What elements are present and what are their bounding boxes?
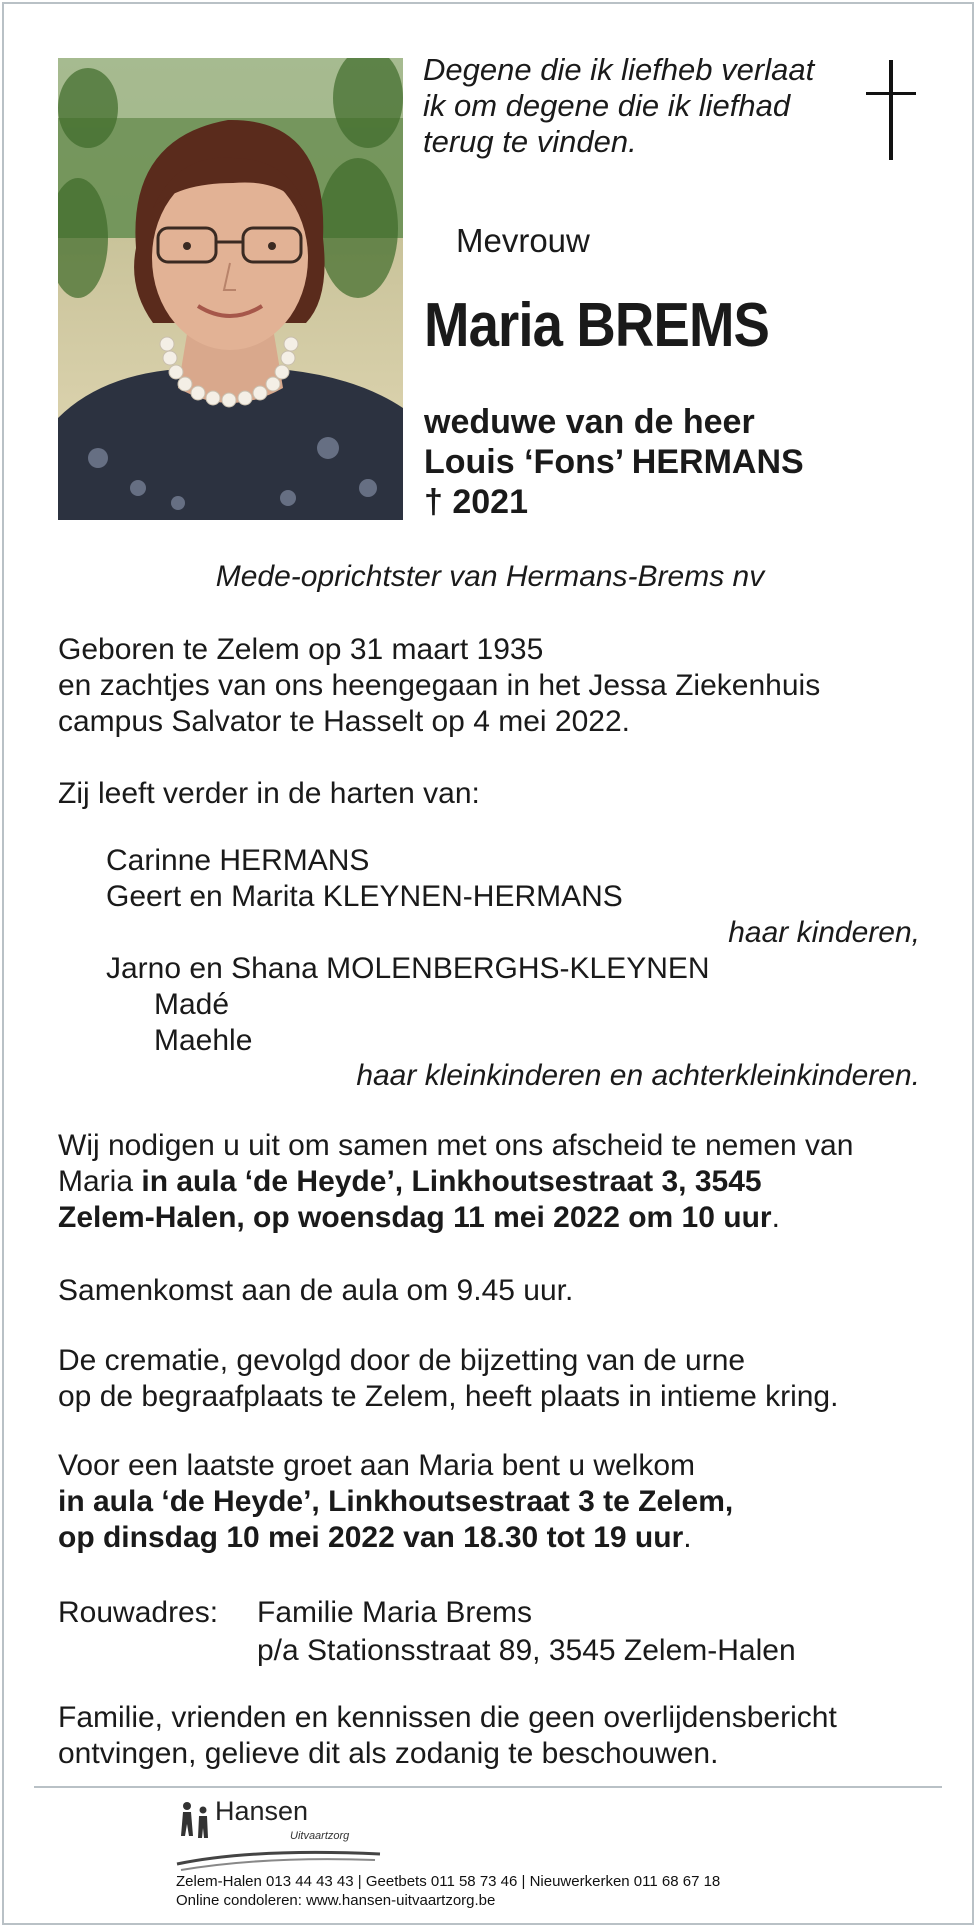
contact-website[interactable]: Online condoleren: www.hansen-uitvaartzorg.be [176,1892,496,1909]
contact-phones: Zelem-Halen 013 44 43 43 | Geetbets 011 58 73 46 | Nieuwerkerken 011 68 67 18 [176,1873,721,1890]
visitation-paragraph [58,1448,733,1556]
text-line: Voor een laatste groet aan Maria bent u welkom [58,1449,696,1482]
text-bold: in aula ‘de Heyde’, Linkhoutsestraat 3, 3545 [141,1165,762,1198]
address-label: Rouwadres: [58,1596,219,1629]
opening-quote [423,52,823,160]
text-line [58,1484,733,1520]
gathering-line: Samenkomst aan de aula om 9.45 uur. [58,1274,574,1307]
family-intro: Zij leeft verder in de harten van: [58,777,480,810]
spouse-line: weduwe van de heer [424,403,755,441]
text-line [58,1200,853,1236]
family-member: Jarno en Shana MOLENBERGHS-KLEYNEN [106,952,710,985]
footer-divider [34,1786,942,1788]
spouse-line: Louis ‘Fons’ HERMANS [424,443,804,481]
deceased-name: Maria BREMS [424,291,770,360]
funeral-home-name: Hansen [215,1796,309,1826]
notice-paragraph [58,1700,837,1772]
text-line [58,1164,853,1200]
text-plain: . [771,1201,780,1234]
text-line [58,1520,733,1556]
cremation-paragraph [58,1343,838,1415]
quote-line: terug te vinden. [423,124,637,159]
address-line: Familie Maria Brems [257,1596,533,1629]
text-line: Geboren te Zelem op 31 maart 1935 [58,633,544,666]
honorific: Mevrouw [456,222,590,259]
text-line: op de begraafplaats te Zelem, heeft plaats in intieme kring. [58,1380,839,1413]
funeral-home-contact [176,1872,720,1910]
text-line: en zachtjes van ons heengegaan in het Jessa Ziekenhuis [58,669,821,702]
grandchildren-list [58,951,710,1059]
family-member: Maehle [154,1024,253,1057]
text-plain: . [683,1521,692,1554]
text-bold: Zelem-Halen, op woensdag 11 mei 2022 om 10 uur [58,1201,772,1234]
family-member: Geert en Marita KLEYNEN-HERMANS [106,880,623,913]
text-line: De crematie, gevolgd door de bijzetting van de urne [58,1344,746,1377]
spouse-info [424,402,804,522]
address-line: p/a Stationsstraat 89, 3545 Zelem-Halen [257,1634,796,1667]
quote-line: ik om degene die ik liefhad [423,88,791,123]
text-bold: in aula ‘de Heyde’, Linkhoutsestraat 3 te Zelem, [58,1485,734,1518]
cross-icon [866,60,916,160]
spouse-line: † 2021 [424,483,528,521]
text-bold: op dinsdag 10 mei 2022 van 18.30 tot 19 uur [58,1521,684,1554]
text-line: Familie, vrienden en kennissen die geen overlijdensbericht [58,1701,837,1734]
children-list [58,843,623,915]
birth-death-paragraph [58,632,820,740]
family-member: Carinne HERMANS [106,844,370,877]
address-value [257,1594,796,1670]
portrait-photo [58,58,403,520]
grandchildren-label: haar kleinkinderen en achterkleinkinderen. [356,1059,920,1092]
text-plain: Maria [58,1165,142,1198]
children-label: haar kinderen, [728,916,920,949]
text-line: ontvingen, gelieve dit als zodanig te beschouwen. [58,1737,719,1770]
ceremony-paragraph [58,1128,853,1236]
quote-line: Degene die ik liefheb verlaat [423,52,815,87]
funeral-home-subtitle: Uitvaartzorg [290,1830,350,1842]
text-line: Wij nodigen u uit om samen met ons afscheid te nemen van [58,1129,854,1162]
family-member: Madé [154,988,230,1021]
occupation-line: Mede-oprichtster van Hermans-Brems nv [215,560,765,593]
text-line: campus Salvator te Hasselt op 4 mei 2022. [58,705,630,738]
funeral-home-logo [175,1796,385,1878]
